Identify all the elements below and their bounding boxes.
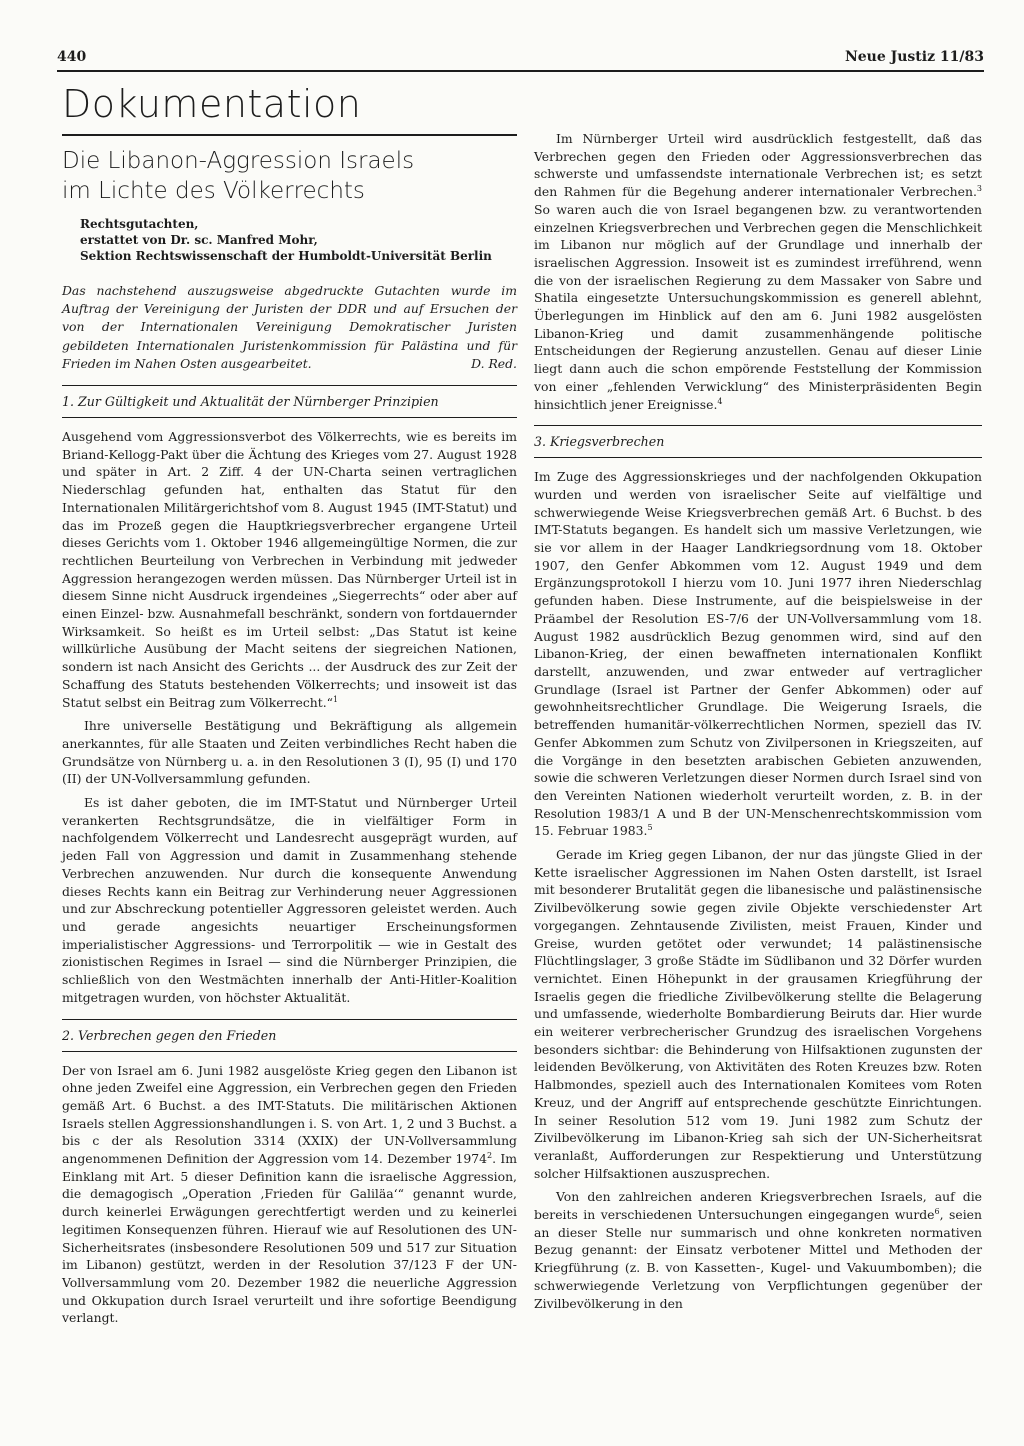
paragraph: Gerade im Krieg gegen Libanon, der nur das jüngste Glied in der Kette israelischer Aggressionen im Nahen Osten darstellt, ist Israel mit besonderer Brutalität gegen die libanesische und palästinensische Zivilbevölkerung sowie gegen zivile Objekte verschiedenster Art vorgegangen. Zehntausende Zivilisten, meist Frauen, Kinder und Greise, wurden getötet oder verwundet; 14 palästinensische Flüchtlingslager, 3 große Städte im Südlibanon und 32 Dörfer wurden vernichtet. Einen Höhepunkt in der grausamen Kriegführung der Israelis gegen die friedliche Zivilbevölkerung stellte die Belagerung und umfassende, wiederholte Bombardierung Beiruts dar. Hier wurde ein weiterer verbrecherischer Grundzug des israelischen Vorgehens besonders sichtbar: die Behinderung von Hilfsaktionen zugunsten der leidenden Bevölkerung, von Aktivitäten des Roten Kreuzes bzw. Roten Halbmondes, speziell auch des Internationalen Komitees vom Roten Kreuz, und der Angriff auf entsprechende geschützte Einrichtungen. In seiner Resolution 512 vom 19. Juni 1982 zum Schutz der Zivilbevölkerung im Libanon-Krieg sah sich der UN-Sicherheitsrat veranlaßt, Aufforderungen zur Respektierung und Unterstützung solcher Hilfsaktionen auszusprechen. (534, 847, 982, 1181)
paragraph: Der von Israel am 6. Juni 1982 ausgelöste Krieg gegen den Libanon ist ohne jeden Zweifel eine Aggression, ein Verbrechen gegen den Frieden gemäß Art. 6 Buchst. a des IMT-Statuts. Die militärischen Aktionen Israels stellen Aggressionshandlungen i. S. von Art. 1, 2 und 3 Buchst. a bis c der als Resolution 3314 (XXIX) der UN-Vollversammlung angenommenen Definition der Aggression vom 14. Dezember 1974$^2$. Im Einklang mit Art. 5 dieser Definition kann die israelische Aggression, die demagogisch „Operation ‚Frieden für Galiläa‘“ genannt wurde, durch keinerlei Erwägungen gerechtfertigt werden und zu keinerlei legitimen Konsequenzen führen. Hierauf wie auf Resolutionen des UN-Sicherheitsrates (insbesondere Resolutionen 509 und 517 zur Situation im Libanon) gestützt, werden in der Resolution 37/123 F der UN-Vollversammlung vom 20. Dezember 1982 die neuerliche Aggression und Okkupation durch Israel verurteilt und ihre sofortige Beendigung verlangt. (62, 1062, 517, 1326)
section-heading: Dokumentation (62, 82, 362, 126)
paragraph: Im Nürnberger Urteil wird ausdrücklich festgestellt, daß das Verbrechen gegen den Frieden oder Aggressionsverbrechen das schwerste und umfassendste internationale Verbrechen ist; es setzt den Rahmen für die Begehung anderer internationaler Verbrechen.$^3$ So waren auch die von Israel begangenen bzw. zu verantwortenden einzelnen Kriegsverbrechen und Verbrechen gegen die Menschlichkeit im Libanon nur möglich auf der Grundlage und innerhalb der israelischen Aggression. Insoweit ist es zumindest irreführend, wenn die von der israelischen Regierung zu dem Massaker von Sabre und Shatila eingesetzte Untersuchungskommission es generell ablehnt, Überlegungen im Hinblick auf den am 6. Juni 1982 ausgelösten Libanon-Krieg und damit zusammenhängende politische Entscheidungen der Regierung anzustellen. Genau auf dieser Linie liegt dann auch die schon empörende Feststellung der Kommission von einer „fehlenden Verwicklung“ des Ministerpräsidenten Begin hinsichtlich jener Ereignisse.$^4$ (534, 131, 982, 412)
page-number: 440 (57, 49, 87, 65)
subsection-heading-3: 3. Kriegsverbrechen (534, 425, 982, 458)
article-title-line-2: im Lichte des Völkerrechts (62, 178, 365, 204)
section-rule (62, 134, 517, 136)
footnote-marker: 4 (717, 396, 723, 406)
header-rule (57, 70, 984, 72)
footnote-marker: 1 (333, 694, 339, 704)
footnote-marker: 6 (934, 1206, 940, 1216)
article-title (62, 146, 517, 206)
subsection-heading-1: 1. Zur Gültigkeit und Aktualität der Nürnberger Prinzipien (62, 385, 517, 418)
editorial-signoff: D. Red. (471, 356, 517, 372)
paragraph: Ausgehend vom Aggressionsverbot des Völkerrechts, wie es bereits im Briand-Kellogg-Pakt über die Ächtung des Krieges vom 27. August 1928 und später in Art. 2 Ziff. 4 der UN-Charta seinen vertraglichen Niederschlag gefunden hat, enthalten das Statut für den Internationalen Militärgerichtshof vom 8. August 1945 (IMT-Statut) und das im Prozeß gegen die Hauptkriegsverbrecher ergangene Urteil dieses Gerichts vom 1. Oktober 1946 allgemeingültige Normen, die zur rechtlichen Beurteilung von Verbrechen in Verbindung mit jedweder Aggression herangezogen werden müssen. Das Nürnberger Urteil ist in diesem Sinne nicht Ausdruck irgendeines „Siegerrechts“ oder aber auf einen Einzel- bzw. Ausnahmefall beschränkt, sondern von fortdauernder Wirksamkeit. So heißt es im Urteil selbst: „Das Statut ist keine willkürliche Ausübung der Macht seitens der siegreichen Nationen, sondern ist nach Ansicht des Gerichts ... der Ausdruck des zur Zeit der Schaffung des Statuts bestehenden Völkerrechts; und insoweit ist das Statut selbst ein Beitrag zum Völkerrecht.“$^1$ (62, 429, 517, 710)
byline-line: Sektion Rechtswissenschaft der Humboldt-Universität Berlin (80, 249, 492, 263)
paragraph: Von den zahlreichen anderen Kriegsverbrechen Israels, auf die bereits in verschiedenen Untersuchungen eingegangen wurde$^6$, seien an dieser Stelle nur summarisch und ohne konkreten normativen Bezug genannt: der Einsatz verbotener Mittel und Methoden der Kriegführung (z. B. von Kassetten-, Kugel- und Vakuumbomben); die schwerwiegende Verletzung von Verpflichtungen gegenüber der Zivilbevölkerung in den (534, 1189, 982, 1311)
paragraph: Im Zuge des Aggressionskrieges und der nachfolgenden Okkupation wurden und werden von israelischer Seite auf vielfältige und schwerwiegende Weise Kriegsverbrechen gemäß Art. 6 Buchst. b des IMT-Statuts begangen. Es handelt sich um massive Verletzungen, wie sie vor allem in der Haager Landkriegsordnung vom 18. Oktober 1907, den Genfer Abkommen vom 12. August 1949 und dem Ergänzungsprotokoll I hierzu vom 10. Juni 1977 ihren Niederschlag gefunden haben. Diese Instrumente, auf die beispielsweise in der Präambel der Resolution ES-7/6 der UN-Vollversammlung vom 18. August 1982 ausdrücklich Bezug genommen wird, sind auf den Libanon-Krieg, der einen bewaffneten internationalen Konflikt darstellt, anzuwenden, und zwar entweder auf vertraglicher Grundlage (Israel ist Partner der Genfer Abkommen) oder auf gewohnheitsrechtlicher Grundlage. Die Weigerung Israels, die betreffenden humanitär-völkerrechtlichen Normen, speziell das IV. Genfer Abkommen zum Schutz von Zivilpersonen in Kriegszeiten, auf die Vorgänge in den besetzten arabischen Gebieten anzuwenden, sowie die schweren Verletzungen dieser Normen durch Israel sind von den Vereinten Nationen wiederholt verurteilt worden, z. B. in der Resolution 1983/1 A und B der UN-Menschenrechtskommission vom 15. Februar 1983.$^5$ (534, 469, 982, 839)
editorial-intro: Das nachstehend auszugsweise abgedruckte Gutachten wurde im Auftrag der Vereinigung der Juristen der DDR und auf Ersuchen der von der Internationalen Vereinigung Demokratischer Juristen gebildeten Internationalen Juristenkommission für Palästina und für Frieden im Nahen Osten ausgearbeitet. (62, 283, 517, 371)
footnote-marker: 3 (976, 183, 982, 193)
journal-reference: Neue Justiz 11/83 (844, 49, 984, 65)
article-title-line-1: Die Libanon-Aggression Israels (62, 148, 415, 174)
paragraph: Ihre universelle Bestätigung und Bekräftigung als allgemein anerkanntes, für alle Staaten und Zeiten verbindliches Recht haben die Grundsätze von Nürnberg u. a. in den Resolutionen 3 (I), 95 (I) und 170 (II) der UN-Vollversammlung gefunden. (62, 718, 517, 787)
left-column (62, 146, 517, 1333)
paragraph: Es ist daher geboten, die im IMT-Statut und Nürnberger Urteil verankerten Rechtsgrundsätze, die in vielfältiger Form in nachfolgendem Völkerrecht und Landesrecht ausgeprägt wurden, auf jeden Fall von Aggression und damit in Zusammenhang stehende Verbrechen anzuwenden. Nur durch die konsequente Anwendung dieses Rechts kann ein Beitrag zur Verhinderung neuer Aggressionen und zur Abschreckung potentieller Aggressoren geleistet werden. Auch und gerade angesichts neuartiger Erscheinungsformen imperialistischer Aggressions- und Terrorpolitik — wie in Gestalt des zionistischen Regimes in Israel — sind die Nürnberger Prinzipien, die schließlich von den Westmächten innerhalb der Anti-Hitler-Koalition mitgetragen wurden, von höchster Aktualität. (62, 795, 517, 1005)
right-column (534, 130, 982, 1318)
subsection-heading-2: 2. Verbrechen gegen den Frieden (62, 1019, 517, 1052)
byline (80, 216, 517, 264)
footnote-marker: 5 (647, 823, 653, 833)
byline-line: Rechtsgutachten, (80, 217, 199, 231)
footnote-marker: 2 (487, 1150, 493, 1160)
byline-line: erstattet von Dr. sc. Manfred Mohr, (80, 233, 318, 247)
